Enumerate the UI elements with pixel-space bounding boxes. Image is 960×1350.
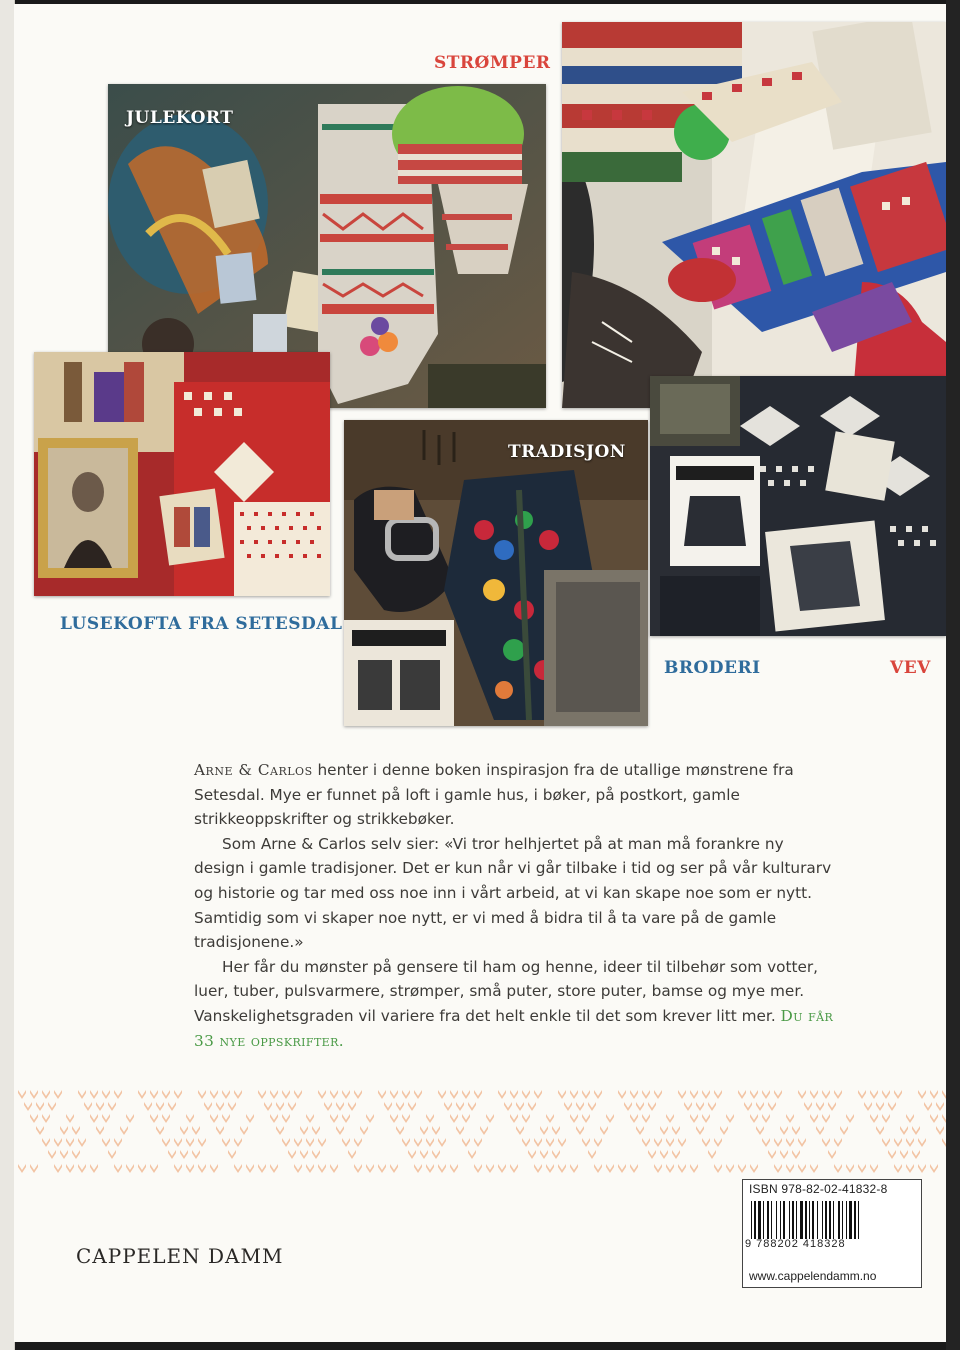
publisher-logo: CAPPELEN DAMM bbox=[76, 1244, 284, 1268]
barcode-bar bbox=[763, 1201, 764, 1239]
barcode-bar bbox=[783, 1201, 785, 1239]
publisher-url: www.cappelendamm.no bbox=[749, 1269, 877, 1283]
paragraph-1-text: henter i denne boken inspirasjon fra de utallige mønstrene fra Setesdal. Mye er funnet på loft i gamle hus, i bøker, på postkort, gamle strikkeoppskrifter og strikkebøker. bbox=[194, 761, 794, 829]
label-lusekofta: LUSEKOFTA FRA SETESDAL bbox=[60, 614, 343, 634]
url-box bbox=[742, 1267, 922, 1288]
label-tradisjon: TRADISJON bbox=[508, 442, 626, 462]
barcode-bar bbox=[780, 1201, 781, 1239]
barcode-bar bbox=[829, 1201, 831, 1239]
isbn-label: ISBN 978-82-02-41832-8 bbox=[749, 1182, 888, 1196]
barcode-bar bbox=[767, 1201, 769, 1239]
scan-background bbox=[946, 0, 960, 1350]
barcode-bar bbox=[800, 1201, 803, 1239]
barcode-bar bbox=[796, 1201, 797, 1239]
barcode-bar bbox=[792, 1201, 794, 1239]
author-name: Arne & Carlos bbox=[194, 761, 313, 779]
back-cover bbox=[14, 4, 946, 1342]
photo-lusekofta bbox=[34, 352, 330, 596]
barcode-bar bbox=[812, 1201, 814, 1239]
paragraph-1 bbox=[194, 758, 834, 832]
barcode-bar bbox=[854, 1201, 856, 1239]
barcode-bar bbox=[805, 1201, 807, 1239]
strømper-illustration bbox=[562, 22, 946, 408]
paragraph-3 bbox=[194, 955, 834, 1053]
barcode-bar bbox=[846, 1201, 847, 1239]
barcode-bar bbox=[822, 1201, 823, 1239]
barcode-bar bbox=[754, 1201, 756, 1239]
lusekofta-illustration bbox=[34, 352, 330, 596]
label-vev: VEV bbox=[890, 658, 931, 678]
photo-strømper bbox=[562, 22, 946, 408]
recipe-count-highlight: Du får 33 nye oppskrifter. bbox=[194, 1006, 834, 1050]
barcode-bar bbox=[771, 1201, 772, 1239]
barcode-bar bbox=[858, 1201, 859, 1239]
barcode-bar bbox=[825, 1201, 827, 1239]
label-broderi: BRODERI bbox=[664, 658, 761, 678]
barcode-bar bbox=[842, 1201, 843, 1239]
label-julekort: JULEKORT bbox=[126, 108, 234, 128]
book-spine-edge bbox=[0, 0, 15, 1350]
broderi-illustration bbox=[650, 376, 946, 636]
isbn-box bbox=[742, 1179, 922, 1269]
photo-broderi bbox=[650, 376, 946, 636]
description-text bbox=[194, 758, 834, 1053]
paragraph-3-text: Her får du mønster på gensere til ham og henne, ideer til tilbehør som votter, luer, tuber, pulsvarmere, strømper, små puter, store puter, bamse og mye mer. Vanskelighetsgraden vil variere fra det helt enkle til det som krever litt mer. bbox=[194, 957, 819, 1025]
barcode-bar bbox=[758, 1201, 761, 1239]
knit-pattern-band bbox=[14, 1088, 946, 1183]
photo-tradisjon bbox=[344, 420, 648, 726]
barcode-bar bbox=[833, 1201, 834, 1239]
barcode-bar bbox=[789, 1201, 790, 1239]
barcode-bar bbox=[817, 1201, 818, 1239]
barcode-digits: 9 788202 418328 bbox=[745, 1238, 846, 1250]
barcode-bar bbox=[809, 1201, 810, 1239]
label-strømper-heading: STRØMPER bbox=[434, 53, 551, 73]
barcode-bar bbox=[751, 1201, 752, 1239]
barcode bbox=[749, 1201, 913, 1239]
barcode-bar bbox=[776, 1201, 777, 1239]
tradisjon-illustration bbox=[344, 420, 648, 726]
barcode-bar bbox=[838, 1201, 840, 1239]
barcode-bar bbox=[849, 1201, 852, 1239]
paragraph-2: Som Arne & Carlos selv sier: «Vi tror helhjertet på at man må forankre ny design i gamle tradisjoner. Det er kun når vi går tilbake i tid og ser på vår kulturarv og historie og tar med oss noe inn i vårt arbeid, at vi kan skape noe som er nytt. Samtidig som vi skaper noe nytt, er vi med å bidra til å ta vare på de gamle tradisjonene.» bbox=[194, 834, 832, 952]
